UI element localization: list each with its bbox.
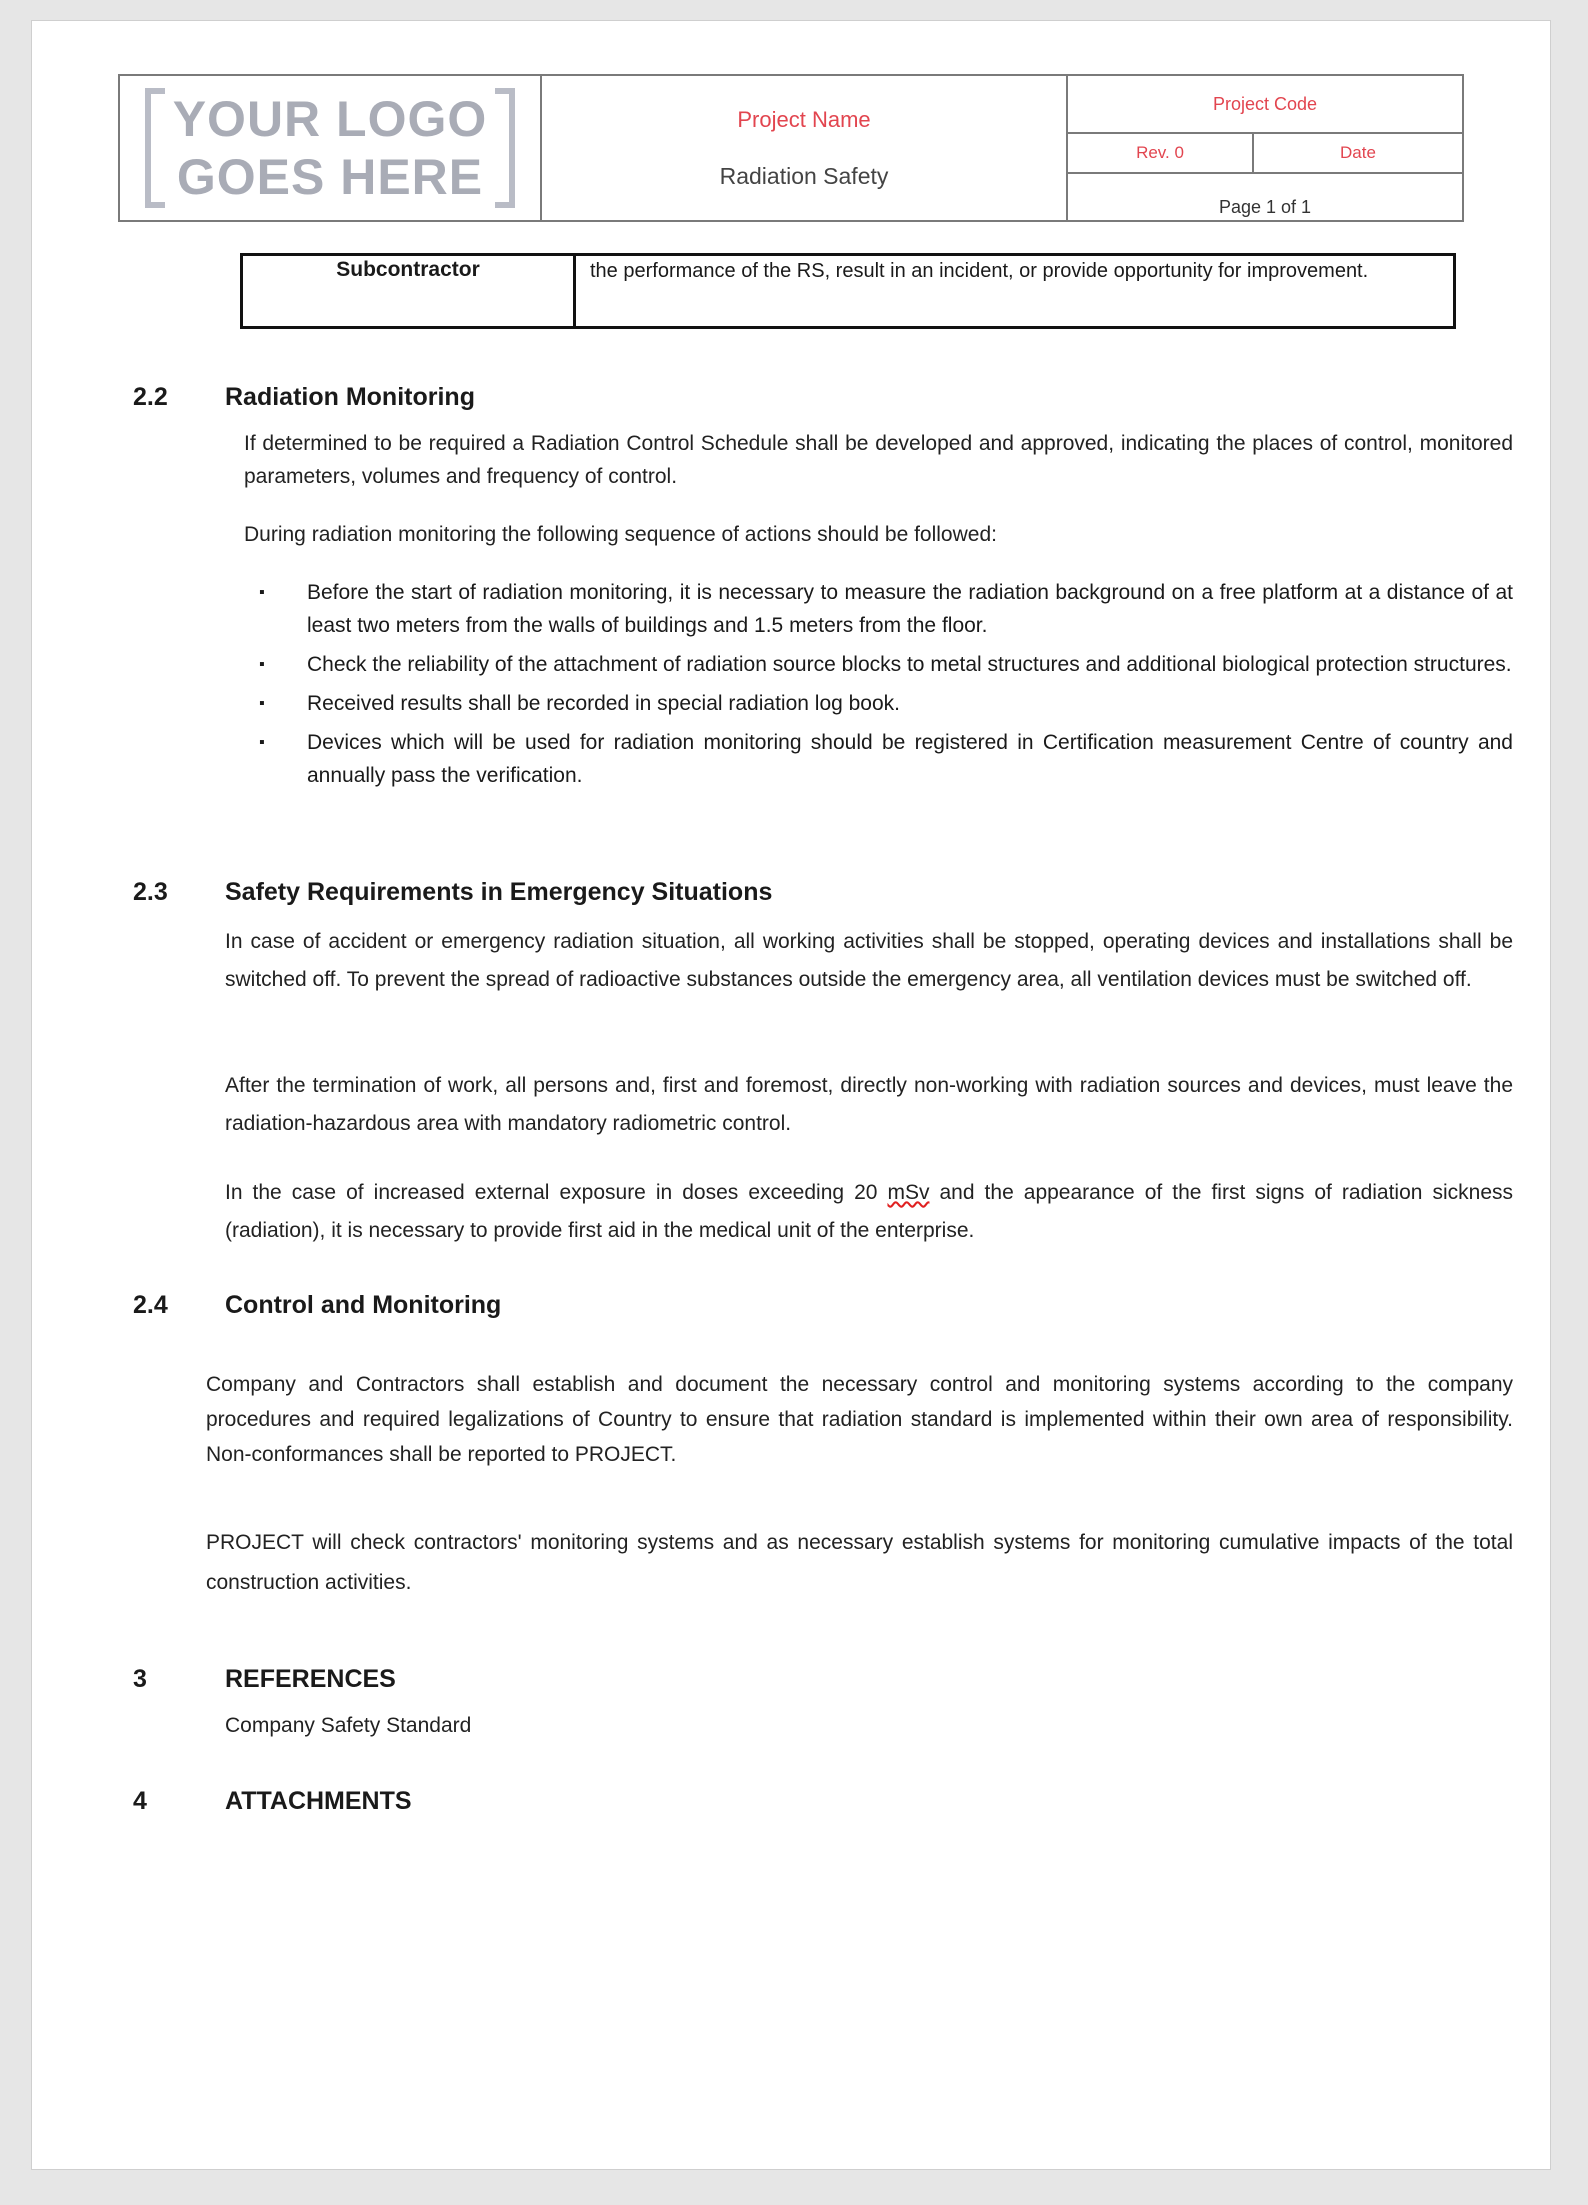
table-text-cell: the performance of the RS, result in an incident, or provide opportunity for improvement. — [590, 260, 1369, 282]
list-item: ▪ Received results shall be recorded in special radiation log book. — [251, 687, 1513, 720]
page-number: Page 1 of 1 — [1218, 197, 1312, 217]
section-2-3-para-1: In case of accident or emergency radiation situation, all working activities shall be stopped, operating devices and installations shall be switched off. To prevent the spread of radioactive substances outside the emergency area, all ventilation devices must be switched off. — [225, 930, 1513, 991]
logo-bracket-left — [145, 88, 165, 208]
section-2-4-para-1: Company and Contractors shall establish and document the necessary control and monitoring systems according to the company procedures and required legalizations of Country to ensure that radiation standard is implemented within their own area of responsibility. Non-conformances shall be reported to PROJECT. — [206, 1373, 1513, 1466]
document-title: Radiation Safety — [719, 162, 889, 189]
section-title: ATTACHMENTS — [225, 1787, 412, 1815]
section-number: 2.4 — [133, 1291, 168, 1319]
section-3-heading — [133, 1665, 396, 1694]
responsibility-table — [240, 253, 1456, 329]
section-number: 4 — [133, 1787, 147, 1815]
section-2-3-para-3 — [225, 1174, 1513, 1250]
list-item: ▪ Check the reliability of the attachment of radiation source blocks to metal structures and additional biological protection structures. — [251, 648, 1513, 681]
logo-cell — [120, 76, 542, 220]
section-title: Radiation Monitoring — [225, 383, 475, 411]
project-name: Project Name — [737, 106, 871, 132]
title-cell — [542, 76, 1068, 220]
section-title: Control and Monitoring — [225, 1291, 502, 1319]
section-2-4-heading — [133, 1291, 501, 1320]
para-text: In the case of increased external exposure in doses exceeding 20 — [225, 1181, 888, 1204]
logo-line-2: GOES HERE — [176, 149, 484, 205]
section-2-2-para-1: If determined to be required a Radiation Control Schedule shall be developed and approved, indicating the places of control, monitored parameters, volumes and frequency of control. — [244, 432, 1513, 488]
document-header — [118, 74, 1464, 222]
section-2-3-heading — [133, 878, 772, 907]
rev-date-row — [1068, 134, 1462, 174]
section-2-2-heading — [133, 383, 475, 412]
section-number: 2.2 — [133, 383, 168, 411]
logo-line-1: YOUR LOGO — [172, 91, 488, 147]
project-code: Project Code — [1068, 76, 1462, 134]
section-2-2-bullet-list — [251, 576, 1513, 798]
section-2-3-para-2: After the termination of work, all persons and, first and foremost, directly non-working with radiation sources and devices, must leave the radiation-hazardous area with mandatory radiometric control. — [225, 1074, 1513, 1135]
logo-text — [173, 90, 488, 206]
logo-placeholder — [139, 82, 521, 214]
list-item: ▪ Devices which will be used for radiation monitoring should be registered in Certification measurement Centre of country and annually pass the verification. — [251, 726, 1513, 792]
list-item: ▪ Before the start of radiation monitoring, it is necessary to measure the radiation background on a free platform at a distance of at least two meters from the walls of buildings and 1.5 meters from the floor. — [251, 576, 1513, 642]
section-2-4-para-2: PROJECT will check contractors' monitoring systems and as necessary establish systems for monitoring cumulative impacts of the total construction activities. — [206, 1531, 1513, 1594]
logo-bracket-right — [495, 88, 515, 208]
section-2-2-para-2: During radiation monitoring the following sequence of actions should be followed: — [244, 523, 997, 546]
spellcheck-word: mSv — [887, 1181, 930, 1204]
document-page — [31, 20, 1551, 2170]
section-number: 2.3 — [133, 878, 168, 906]
para-text: and the appearance of the first signs of radiation sickness (radiation), it is necessary to provide first aid in the medical unit of the enterprise. — [225, 1181, 1513, 1242]
references-text: Company Safety Standard — [225, 1714, 472, 1737]
revision: Rev. 0 — [1068, 134, 1254, 172]
table-role-cell: Subcontractor — [243, 256, 576, 326]
section-number: 3 — [133, 1665, 147, 1693]
section-title: REFERENCES — [225, 1665, 396, 1693]
section-title: Safety Requirements in Emergency Situations — [225, 878, 773, 906]
section-4-heading — [133, 1787, 412, 1816]
meta-cell — [1068, 76, 1462, 220]
date: Date — [1340, 143, 1376, 162]
